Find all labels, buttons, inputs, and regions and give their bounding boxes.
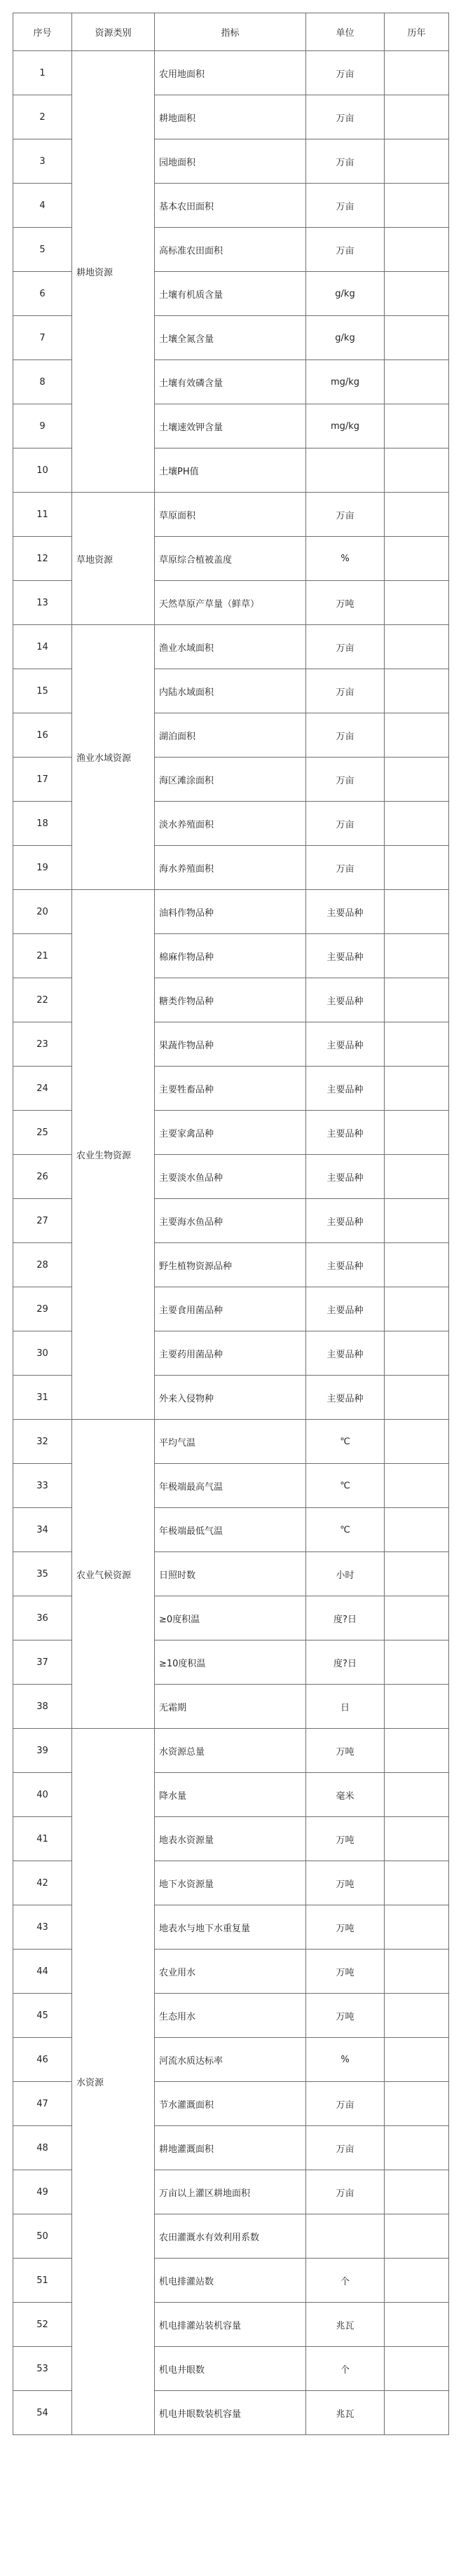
history-value xyxy=(385,1111,449,1155)
resource-indicator-table xyxy=(13,13,449,2435)
indicator-unit: 万亩 xyxy=(306,184,385,228)
history-value xyxy=(385,2038,449,2082)
header-row xyxy=(13,13,449,51)
history-value xyxy=(385,1420,449,1464)
row-number: 45 xyxy=(13,1994,72,2038)
row-number: 16 xyxy=(13,713,72,758)
indicator-unit: 主要品种 xyxy=(306,890,385,934)
indicator-unit: 万亩 xyxy=(306,228,385,272)
indicator-name: 耕地灌溉面积 xyxy=(155,2126,306,2170)
indicator-name: 机电井眼数装机容量 xyxy=(155,2391,306,2435)
history-value xyxy=(385,2347,449,2391)
indicator-unit: 万亩 xyxy=(306,2082,385,2126)
indicator-unit: 万亩 xyxy=(306,51,385,95)
row-number: 1 xyxy=(13,51,72,95)
indicator-name: 草原面积 xyxy=(155,493,306,537)
history-value xyxy=(385,448,449,493)
row-number: 30 xyxy=(13,1331,72,1376)
indicator-unit: 万亩 xyxy=(306,758,385,802)
indicator-name: 年极端最低气温 xyxy=(155,1508,306,1552)
indicator-unit: 主要品种 xyxy=(306,1287,385,1331)
history-value xyxy=(385,978,449,1022)
indicator-name: 节水灌溉面积 xyxy=(155,2082,306,2126)
row-number: 35 xyxy=(13,1552,72,1596)
indicator-name: 主要淡水鱼品种 xyxy=(155,1155,306,1199)
history-value xyxy=(385,802,449,846)
history-value xyxy=(385,846,449,890)
row-number: 4 xyxy=(13,184,72,228)
history-value xyxy=(385,758,449,802)
indicator-unit: 兆瓦 xyxy=(306,2303,385,2347)
history-value xyxy=(385,51,449,95)
indicator-name: 海水养殖面积 xyxy=(155,846,306,890)
indicator-name: 野生植物资源品种 xyxy=(155,1243,306,1287)
indicator-name: 平均气温 xyxy=(155,1420,306,1464)
indicator-unit: 万亩 xyxy=(306,713,385,758)
indicator-unit: g/kg xyxy=(306,272,385,316)
history-value xyxy=(385,1596,449,1640)
indicator-unit: 主要品种 xyxy=(306,1331,385,1376)
history-value xyxy=(385,1729,449,1773)
indicator-unit: 主要品种 xyxy=(306,1067,385,1111)
history-value xyxy=(385,184,449,228)
indicator-name: 主要海水鱼品种 xyxy=(155,1199,306,1243)
row-number: 14 xyxy=(13,625,72,669)
indicator-name: 地表水资源量 xyxy=(155,1817,306,1861)
row-number: 52 xyxy=(13,2303,72,2347)
history-value xyxy=(385,625,449,669)
indicator-name: 主要牲畜品种 xyxy=(155,1067,306,1111)
history-value xyxy=(385,493,449,537)
history-value xyxy=(385,1552,449,1596)
history-value xyxy=(385,1067,449,1111)
indicator-name: ≥0度积温 xyxy=(155,1596,306,1640)
row-number: 7 xyxy=(13,316,72,360)
indicator-unit: 万吨 xyxy=(306,1817,385,1861)
row-number: 42 xyxy=(13,1861,72,1905)
row-number: 48 xyxy=(13,2126,72,2170)
row-number: 19 xyxy=(13,846,72,890)
row-number: 23 xyxy=(13,1022,72,1067)
indicator-name: 万亩以上灌区耕地面积 xyxy=(155,2170,306,2214)
indicator-unit: 主要品种 xyxy=(306,934,385,978)
row-number: 36 xyxy=(13,1596,72,1640)
history-value xyxy=(385,1773,449,1817)
row-number: 11 xyxy=(13,493,72,537)
resource-category: 耕地资源 xyxy=(72,51,155,493)
row-number: 34 xyxy=(13,1508,72,1552)
history-value xyxy=(385,2170,449,2214)
header-unit: 单位 xyxy=(306,13,385,51)
table-row xyxy=(13,1729,449,1773)
indicator-unit: 万亩 xyxy=(306,139,385,184)
row-number: 12 xyxy=(13,537,72,581)
indicator-unit: 万亩 xyxy=(306,625,385,669)
row-number: 43 xyxy=(13,1905,72,1950)
history-value xyxy=(385,2303,449,2347)
row-number: 18 xyxy=(13,802,72,846)
indicator-name: 地下水资源量 xyxy=(155,1861,306,1905)
indicator-unit: 万吨 xyxy=(306,1861,385,1905)
indicator-name: 生态用水 xyxy=(155,1994,306,2038)
indicator-unit: 毫米 xyxy=(306,1773,385,1817)
resource-category: 农业生物资源 xyxy=(72,890,155,1420)
row-number: 54 xyxy=(13,2391,72,2435)
history-value xyxy=(385,713,449,758)
row-number: 27 xyxy=(13,1199,72,1243)
indicator-unit: 万亩 xyxy=(306,669,385,713)
history-value xyxy=(385,1376,449,1420)
indicator-name: 耕地面积 xyxy=(155,95,306,139)
history-value xyxy=(385,1994,449,2038)
row-number: 32 xyxy=(13,1420,72,1464)
resource-table-container xyxy=(13,13,448,2435)
history-value xyxy=(385,669,449,713)
row-number: 26 xyxy=(13,1155,72,1199)
indicator-unit: 度?日 xyxy=(306,1640,385,1685)
indicator-name: 糖类作物品种 xyxy=(155,978,306,1022)
indicator-unit: ℃ xyxy=(306,1420,385,1464)
row-number: 51 xyxy=(13,2259,72,2303)
indicator-unit: 万吨 xyxy=(306,1729,385,1773)
row-number: 33 xyxy=(13,1464,72,1508)
indicator-name: 无霜期 xyxy=(155,1685,306,1729)
history-value xyxy=(385,2391,449,2435)
history-value xyxy=(385,934,449,978)
indicator-unit: 万吨 xyxy=(306,1905,385,1950)
indicator-unit: 万亩 xyxy=(306,95,385,139)
history-value xyxy=(385,1243,449,1287)
indicator-name: 棉麻作物品种 xyxy=(155,934,306,978)
table-row xyxy=(13,890,449,934)
history-value xyxy=(385,2082,449,2126)
indicator-unit: % xyxy=(306,2038,385,2082)
row-number: 31 xyxy=(13,1376,72,1420)
row-number: 39 xyxy=(13,1729,72,1773)
indicator-name: 土壤有机质含量 xyxy=(155,272,306,316)
row-number: 6 xyxy=(13,272,72,316)
indicator-unit: 万亩 xyxy=(306,802,385,846)
indicator-name: 土壤全氮含量 xyxy=(155,316,306,360)
row-number: 44 xyxy=(13,1950,72,1994)
indicator-name: 湖泊面积 xyxy=(155,713,306,758)
indicator-unit: 万亩 xyxy=(306,2170,385,2214)
indicator-name: 高标准农田面积 xyxy=(155,228,306,272)
indicator-unit: ℃ xyxy=(306,1508,385,1552)
indicator-unit: 万吨 xyxy=(306,1950,385,1994)
row-number: 13 xyxy=(13,581,72,625)
indicator-name: ≥10度积温 xyxy=(155,1640,306,1685)
indicator-unit: mg/kg xyxy=(306,360,385,404)
indicator-name: 农用地面积 xyxy=(155,51,306,95)
indicator-name: 外来入侵物种 xyxy=(155,1376,306,1420)
table-row xyxy=(13,625,449,669)
table-row xyxy=(13,493,449,537)
row-number: 46 xyxy=(13,2038,72,2082)
header-indicator: 指标 xyxy=(155,13,306,51)
row-number: 8 xyxy=(13,360,72,404)
indicator-unit: 度?日 xyxy=(306,1596,385,1640)
history-value xyxy=(385,404,449,448)
history-value xyxy=(385,1817,449,1861)
row-number: 2 xyxy=(13,95,72,139)
indicator-unit: g/kg xyxy=(306,316,385,360)
indicator-name: 天然草原产草量（鲜草） xyxy=(155,581,306,625)
history-value xyxy=(385,1331,449,1376)
row-number: 21 xyxy=(13,934,72,978)
row-number: 28 xyxy=(13,1243,72,1287)
indicator-name: 主要食用菌品种 xyxy=(155,1287,306,1331)
history-value xyxy=(385,581,449,625)
indicator-name: 河流水质达标率 xyxy=(155,2038,306,2082)
row-number: 20 xyxy=(13,890,72,934)
table-row xyxy=(13,51,449,95)
indicator-name: 日照时数 xyxy=(155,1552,306,1596)
indicator-name: 农业用水 xyxy=(155,1950,306,1994)
indicator-unit: 万吨 xyxy=(306,581,385,625)
indicator-name: 地表水与地下水重复量 xyxy=(155,1905,306,1950)
history-value xyxy=(385,1022,449,1067)
indicator-unit: 日 xyxy=(306,1685,385,1729)
indicator-name: 降水量 xyxy=(155,1773,306,1817)
table-body xyxy=(13,51,449,2435)
history-value xyxy=(385,890,449,934)
indicator-name: 基本农田面积 xyxy=(155,184,306,228)
indicator-name: 主要家禽品种 xyxy=(155,1111,306,1155)
resource-category: 水资源 xyxy=(72,1729,155,2435)
indicator-unit: 万亩 xyxy=(306,2126,385,2170)
row-number: 29 xyxy=(13,1287,72,1331)
header-category: 资源类别 xyxy=(72,13,155,51)
row-number: 49 xyxy=(13,2170,72,2214)
history-value xyxy=(385,537,449,581)
history-value xyxy=(385,316,449,360)
table-header xyxy=(13,13,449,51)
row-number: 38 xyxy=(13,1685,72,1729)
history-value xyxy=(385,2259,449,2303)
indicator-name: 渔业水域面积 xyxy=(155,625,306,669)
indicator-name: 土壤有效磷含量 xyxy=(155,360,306,404)
resource-category: 农业气候资源 xyxy=(72,1420,155,1729)
history-value xyxy=(385,360,449,404)
history-value xyxy=(385,95,449,139)
history-value xyxy=(385,1155,449,1199)
resource-category: 渔业水域资源 xyxy=(72,625,155,890)
history-value xyxy=(385,1905,449,1950)
indicator-name: 油料作物品种 xyxy=(155,890,306,934)
indicator-name: 机电井眼数 xyxy=(155,2347,306,2391)
indicator-name: 果蔬作物品种 xyxy=(155,1022,306,1067)
indicator-unit: ℃ xyxy=(306,1464,385,1508)
indicator-unit: 小时 xyxy=(306,1552,385,1596)
indicator-unit xyxy=(306,448,385,493)
row-number: 9 xyxy=(13,404,72,448)
row-number: 47 xyxy=(13,2082,72,2126)
history-value xyxy=(385,139,449,184)
indicator-unit: 主要品种 xyxy=(306,1376,385,1420)
row-number: 3 xyxy=(13,139,72,184)
indicator-name: 内陆水域面积 xyxy=(155,669,306,713)
row-number: 25 xyxy=(13,1111,72,1155)
row-number: 37 xyxy=(13,1640,72,1685)
indicator-name: 海区滩涂面积 xyxy=(155,758,306,802)
row-number: 40 xyxy=(13,1773,72,1817)
row-number: 5 xyxy=(13,228,72,272)
indicator-unit: 兆瓦 xyxy=(306,2391,385,2435)
indicator-unit: mg/kg xyxy=(306,404,385,448)
history-value xyxy=(385,1508,449,1552)
indicator-unit: 主要品种 xyxy=(306,1199,385,1243)
history-value xyxy=(385,1199,449,1243)
indicator-name: 农田灌溉水有效利用系数 xyxy=(155,2214,306,2259)
row-number: 17 xyxy=(13,758,72,802)
indicator-unit: 万亩 xyxy=(306,493,385,537)
history-value xyxy=(385,1287,449,1331)
indicator-unit: 万亩 xyxy=(306,846,385,890)
indicator-name: 土壤速效钾含量 xyxy=(155,404,306,448)
indicator-unit: 主要品种 xyxy=(306,1243,385,1287)
history-value xyxy=(385,2214,449,2259)
header-history: 历年 xyxy=(385,13,449,51)
indicator-name: 水资源总量 xyxy=(155,1729,306,1773)
header-no: 序号 xyxy=(13,13,72,51)
history-value xyxy=(385,1685,449,1729)
history-value xyxy=(385,1640,449,1685)
indicator-name: 主要药用菌品种 xyxy=(155,1331,306,1376)
indicator-unit: 主要品种 xyxy=(306,1111,385,1155)
history-value xyxy=(385,272,449,316)
row-number: 10 xyxy=(13,448,72,493)
indicator-name: 淡水养殖面积 xyxy=(155,802,306,846)
indicator-unit: 主要品种 xyxy=(306,1022,385,1067)
indicator-unit: % xyxy=(306,537,385,581)
indicator-name: 机电排灌站数 xyxy=(155,2259,306,2303)
history-value xyxy=(385,1861,449,1905)
row-number: 22 xyxy=(13,978,72,1022)
row-number: 24 xyxy=(13,1067,72,1111)
history-value xyxy=(385,2126,449,2170)
indicator-unit: 个 xyxy=(306,2259,385,2303)
resource-category: 草地资源 xyxy=(72,493,155,625)
indicator-name: 土壤PH值 xyxy=(155,448,306,493)
indicator-name: 草原综合植被盖度 xyxy=(155,537,306,581)
table-row xyxy=(13,1420,449,1464)
history-value xyxy=(385,1950,449,1994)
indicator-name: 机电排灌站装机容量 xyxy=(155,2303,306,2347)
indicator-unit: 主要品种 xyxy=(306,978,385,1022)
history-value xyxy=(385,1464,449,1508)
history-value xyxy=(385,228,449,272)
indicator-name: 年极端最高气温 xyxy=(155,1464,306,1508)
indicator-unit xyxy=(306,2214,385,2259)
indicator-unit: 主要品种 xyxy=(306,1155,385,1199)
row-number: 15 xyxy=(13,669,72,713)
row-number: 41 xyxy=(13,1817,72,1861)
row-number: 53 xyxy=(13,2347,72,2391)
indicator-unit: 个 xyxy=(306,2347,385,2391)
indicator-unit: 万吨 xyxy=(306,1994,385,2038)
row-number: 50 xyxy=(13,2214,72,2259)
indicator-name: 园地面积 xyxy=(155,139,306,184)
